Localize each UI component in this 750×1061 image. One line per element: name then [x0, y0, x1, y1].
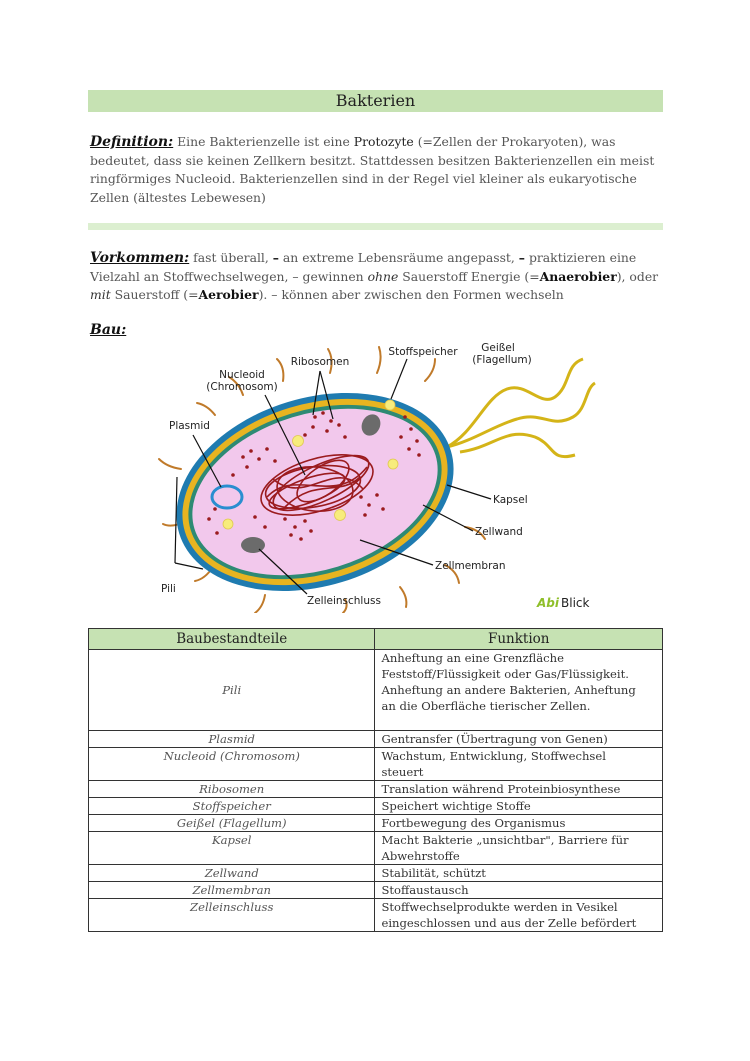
page-title: Bakterien: [335, 91, 416, 110]
function-line: Anheftung an eine Grenzfläche: [381, 651, 564, 665]
label-kapsel: Kapsel: [493, 494, 528, 506]
title-bar: [88, 90, 663, 112]
table-row: [89, 832, 663, 865]
cell-part: Zellmembran: [89, 882, 375, 899]
bau-label: Bau:: [90, 322, 127, 338]
cell-function: [375, 815, 663, 832]
vorkommen-label: Vorkommen:: [90, 250, 190, 266]
function-line: Gentransfer (Übertragung von Genen): [381, 732, 608, 746]
table-row: [89, 882, 663, 899]
function-line: Fortbewegung des Organismus: [381, 816, 566, 830]
cell-part: Zelleinschluss: [89, 899, 375, 932]
label-plasmid: Plasmid: [169, 420, 210, 432]
function-line: eingeschlossen und aus der Zelle befördert: [381, 916, 637, 930]
vorkommen-dash-2: –: [518, 250, 525, 265]
function-line: Stoffaustausch: [381, 883, 469, 897]
cell-part: Plasmid: [89, 731, 375, 748]
vorkommen-dash-1: –: [272, 250, 279, 265]
cell-part: Geißel (Flagellum): [89, 815, 375, 832]
cell-part: Pili: [89, 650, 375, 731]
label-stoffspeicher: Stoffspeicher: [388, 346, 458, 358]
label-zellmembran: Zellmembran: [435, 560, 506, 572]
table-row: [89, 731, 663, 748]
function-line: [381, 714, 656, 730]
cell-part: Kapsel: [89, 832, 375, 865]
table-row: [89, 815, 663, 832]
section-divider: [88, 223, 663, 230]
table-row: [89, 899, 663, 932]
header-baubestandteile: Baubestandteile: [89, 629, 375, 650]
logo-blick: Blick: [561, 596, 590, 610]
vorkommen-text-2: an extreme Lebensräume angepasst,: [278, 250, 519, 265]
definition-text-1: Eine Bakterienzelle ist eine: [173, 134, 354, 149]
label-geissel: Geißel: [481, 342, 515, 354]
function-line: an die Oberfläche tierischer Zellen.: [381, 699, 591, 713]
function-line: Abwehrstoffe: [381, 849, 460, 863]
label-zellwand: Zellwand: [475, 526, 523, 538]
table-row: [89, 650, 663, 731]
label-zelleinschluss: Zelleinschluss: [307, 595, 381, 607]
cell-function: [375, 748, 663, 781]
vorkommen-paragraph: [90, 249, 662, 305]
cell-part: Ribosomen: [89, 781, 375, 798]
label-pili: Pili: [161, 583, 176, 595]
cell-function: [375, 899, 663, 932]
cell-function: [375, 882, 663, 899]
label-nucleoid: Nucleoid: [219, 369, 265, 381]
table-row: [89, 781, 663, 798]
function-line: Stoffwechselprodukte werden in Vesikel: [381, 900, 618, 914]
logo-abi: Abi: [537, 596, 559, 610]
vorkommen-anaerobier: Anaerobier: [539, 268, 617, 284]
vorkommen-text-1: fast überall,: [189, 250, 273, 265]
vorkommen-aerobier: Aerobier: [198, 287, 259, 302]
label-ribosomen: Ribosomen: [290, 356, 350, 368]
definition-protozyte: Protozyte: [353, 134, 414, 149]
table-header-row: [89, 629, 663, 650]
function-line: Anheftung an andere Bakterien, Anheftung: [381, 683, 636, 697]
vorkommen-text-6: Sauerstoff (=: [110, 287, 199, 302]
function-line: Macht Bakterie „unsichtbar", Barriere für: [381, 833, 629, 847]
vorkommen-text-7: ). – können aber zwischen den Formen wechseln: [258, 287, 564, 302]
cell-part: Zellwand: [89, 865, 375, 882]
function-line: Stabilität, schützt: [381, 866, 486, 880]
table-row: [89, 865, 663, 882]
cell-part: Nucleoid (Chromosom): [89, 748, 375, 781]
components-table: [88, 628, 663, 932]
bacterium-diagram: [155, 337, 596, 613]
cell-function: [375, 650, 663, 731]
cell-part: Stoffspeicher: [89, 798, 375, 815]
vorkommen-text-4: Sauerstoff Energie (=: [398, 268, 540, 284]
header-funktion: Funktion: [375, 629, 663, 650]
function-line: Wachstum, Entwicklung, Stoffwechsel: [381, 749, 606, 763]
definition-text-2: (=Zellen der Prokaryoten), was bedeutet, dass sie keinen Zellkern besitzt. Stattdessen besitzen Bakterienzellen ein meist ringförmiges Nucleoid. Bakterienzellen sind in der Regel viel kleiner als eukaryotische Zellen (ältestes Lebewesen): [90, 134, 655, 205]
function-line: Translation während Proteinbiosynthese: [381, 782, 621, 796]
label-nucleoid-sub: (Chromosom): [206, 381, 278, 393]
vorkommen-ohne: ohne: [367, 268, 399, 284]
vorkommen-text-3: praktizieren eine Vielzahl an Stoffwechselwegen, – gewinnen: [90, 250, 637, 284]
label-geissel-sub: (Flagellum): [472, 354, 532, 366]
vorkommen-mit: mit: [90, 287, 111, 302]
definition-label: Definition:: [90, 134, 174, 150]
table-row: [89, 798, 663, 815]
cell-function: [375, 781, 663, 798]
cell-function: [375, 865, 663, 882]
cell-function: [375, 798, 663, 815]
function-line: Speichert wichtige Stoffe: [381, 799, 531, 813]
cell-function: [375, 731, 663, 748]
definition-paragraph: [90, 133, 662, 207]
function-line: steuert: [381, 765, 424, 779]
table-row: [89, 748, 663, 781]
function-line: Feststoff/Flüssigkeit oder Gas/Flüssigkeit.: [381, 667, 629, 681]
vorkommen-text-5: ), oder: [616, 268, 659, 284]
cell-function: [375, 832, 663, 865]
